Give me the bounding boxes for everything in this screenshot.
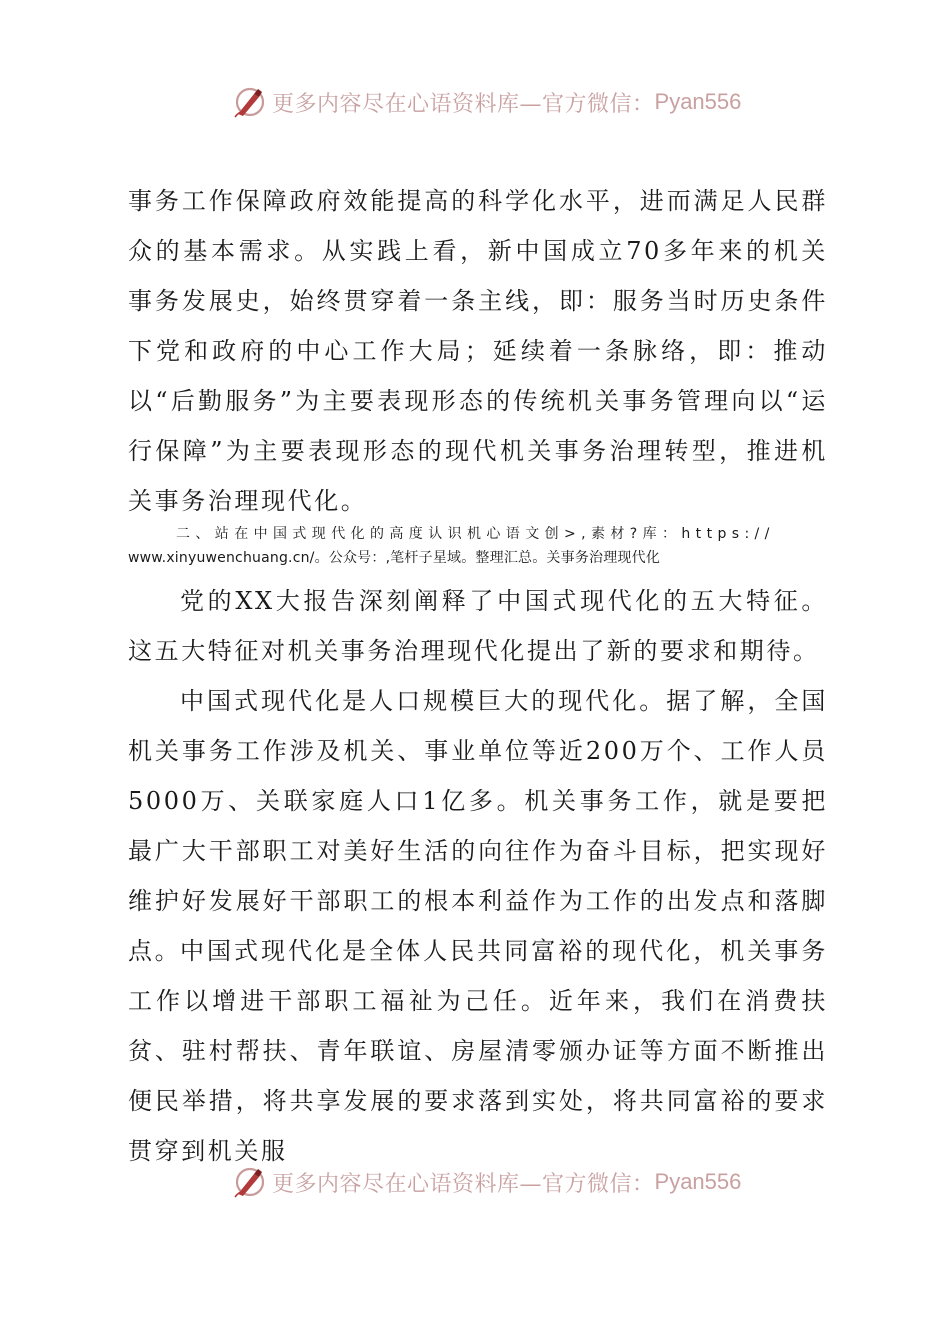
banner-text: 更多内容尽在心语资料库—官方微信： (272, 91, 655, 117)
banner-text: 更多内容尽在心语资料库—官方微信： (272, 1171, 655, 1197)
paragraph-4: 中国式现代化是全体人民共同富裕的现代化，机关事务工作以增进干部职工福祉为己任。近年来，我们在消费扶贫、驻村帮扶、青年联谊、房屋清零颁办证等方面不断推出便民举措，将共享发展的要求落到实处，将共同富裕的要求贯穿到机关服 (128, 937, 828, 1165)
banner-wechat-handle: Pyan556 (654, 1169, 742, 1194)
section-heading-line-2: www.xinyuwenchuang.cn/。公众号：,笔杆子星域。整理汇总。关事务治理现代化 (128, 550, 661, 566)
section-heading (128, 522, 834, 570)
banner-wechat-handle: Pyan556 (654, 89, 742, 114)
paragraph-3: 中国式现代化是人口规模巨大的现代化。据了解，全国机关事务工作涉及机关、事业单位等近200万个、工作人员5000万、关联家庭人口1亿多。机关事务工作，就是要把最广大干部职工对美好生活的向往作为奋斗目标，把实现好维护好发展好干部职工的根本利益作为工作的出发点和落脚点。 (128, 687, 828, 965)
pen-circle-logo-icon (232, 84, 268, 120)
header-banner (232, 84, 741, 120)
pen-circle-logo-icon (232, 1164, 268, 1200)
paragraph-1: 事务工作保障政府效能提高的科学化水平，进而满足人民群众的基本需求。从实践上看，新中国成立70多年来的机关事务发展史，始终贯穿着一条主线，即：服务当时历史条件下党和政府的中心工作大局；延续着一条脉络，即：推动以“后勤服务”为主要表现形态的传统机关事务管理向以“运行保障”为主要表现形态的现代机关事务治理转型，推进机关事务治理现代化。 (128, 187, 828, 515)
section-heading-line-1: 二、站在中国式现代化的高度认识机心语文创>,素材?库：https:// (176, 526, 775, 542)
paragraph-2: 党的XX大报告深刻阐释了中国式现代化的五大特征。这五大特征对机关事务治理现代化提出了新的要求和期待。 (128, 587, 828, 665)
footer-banner (232, 1164, 741, 1200)
